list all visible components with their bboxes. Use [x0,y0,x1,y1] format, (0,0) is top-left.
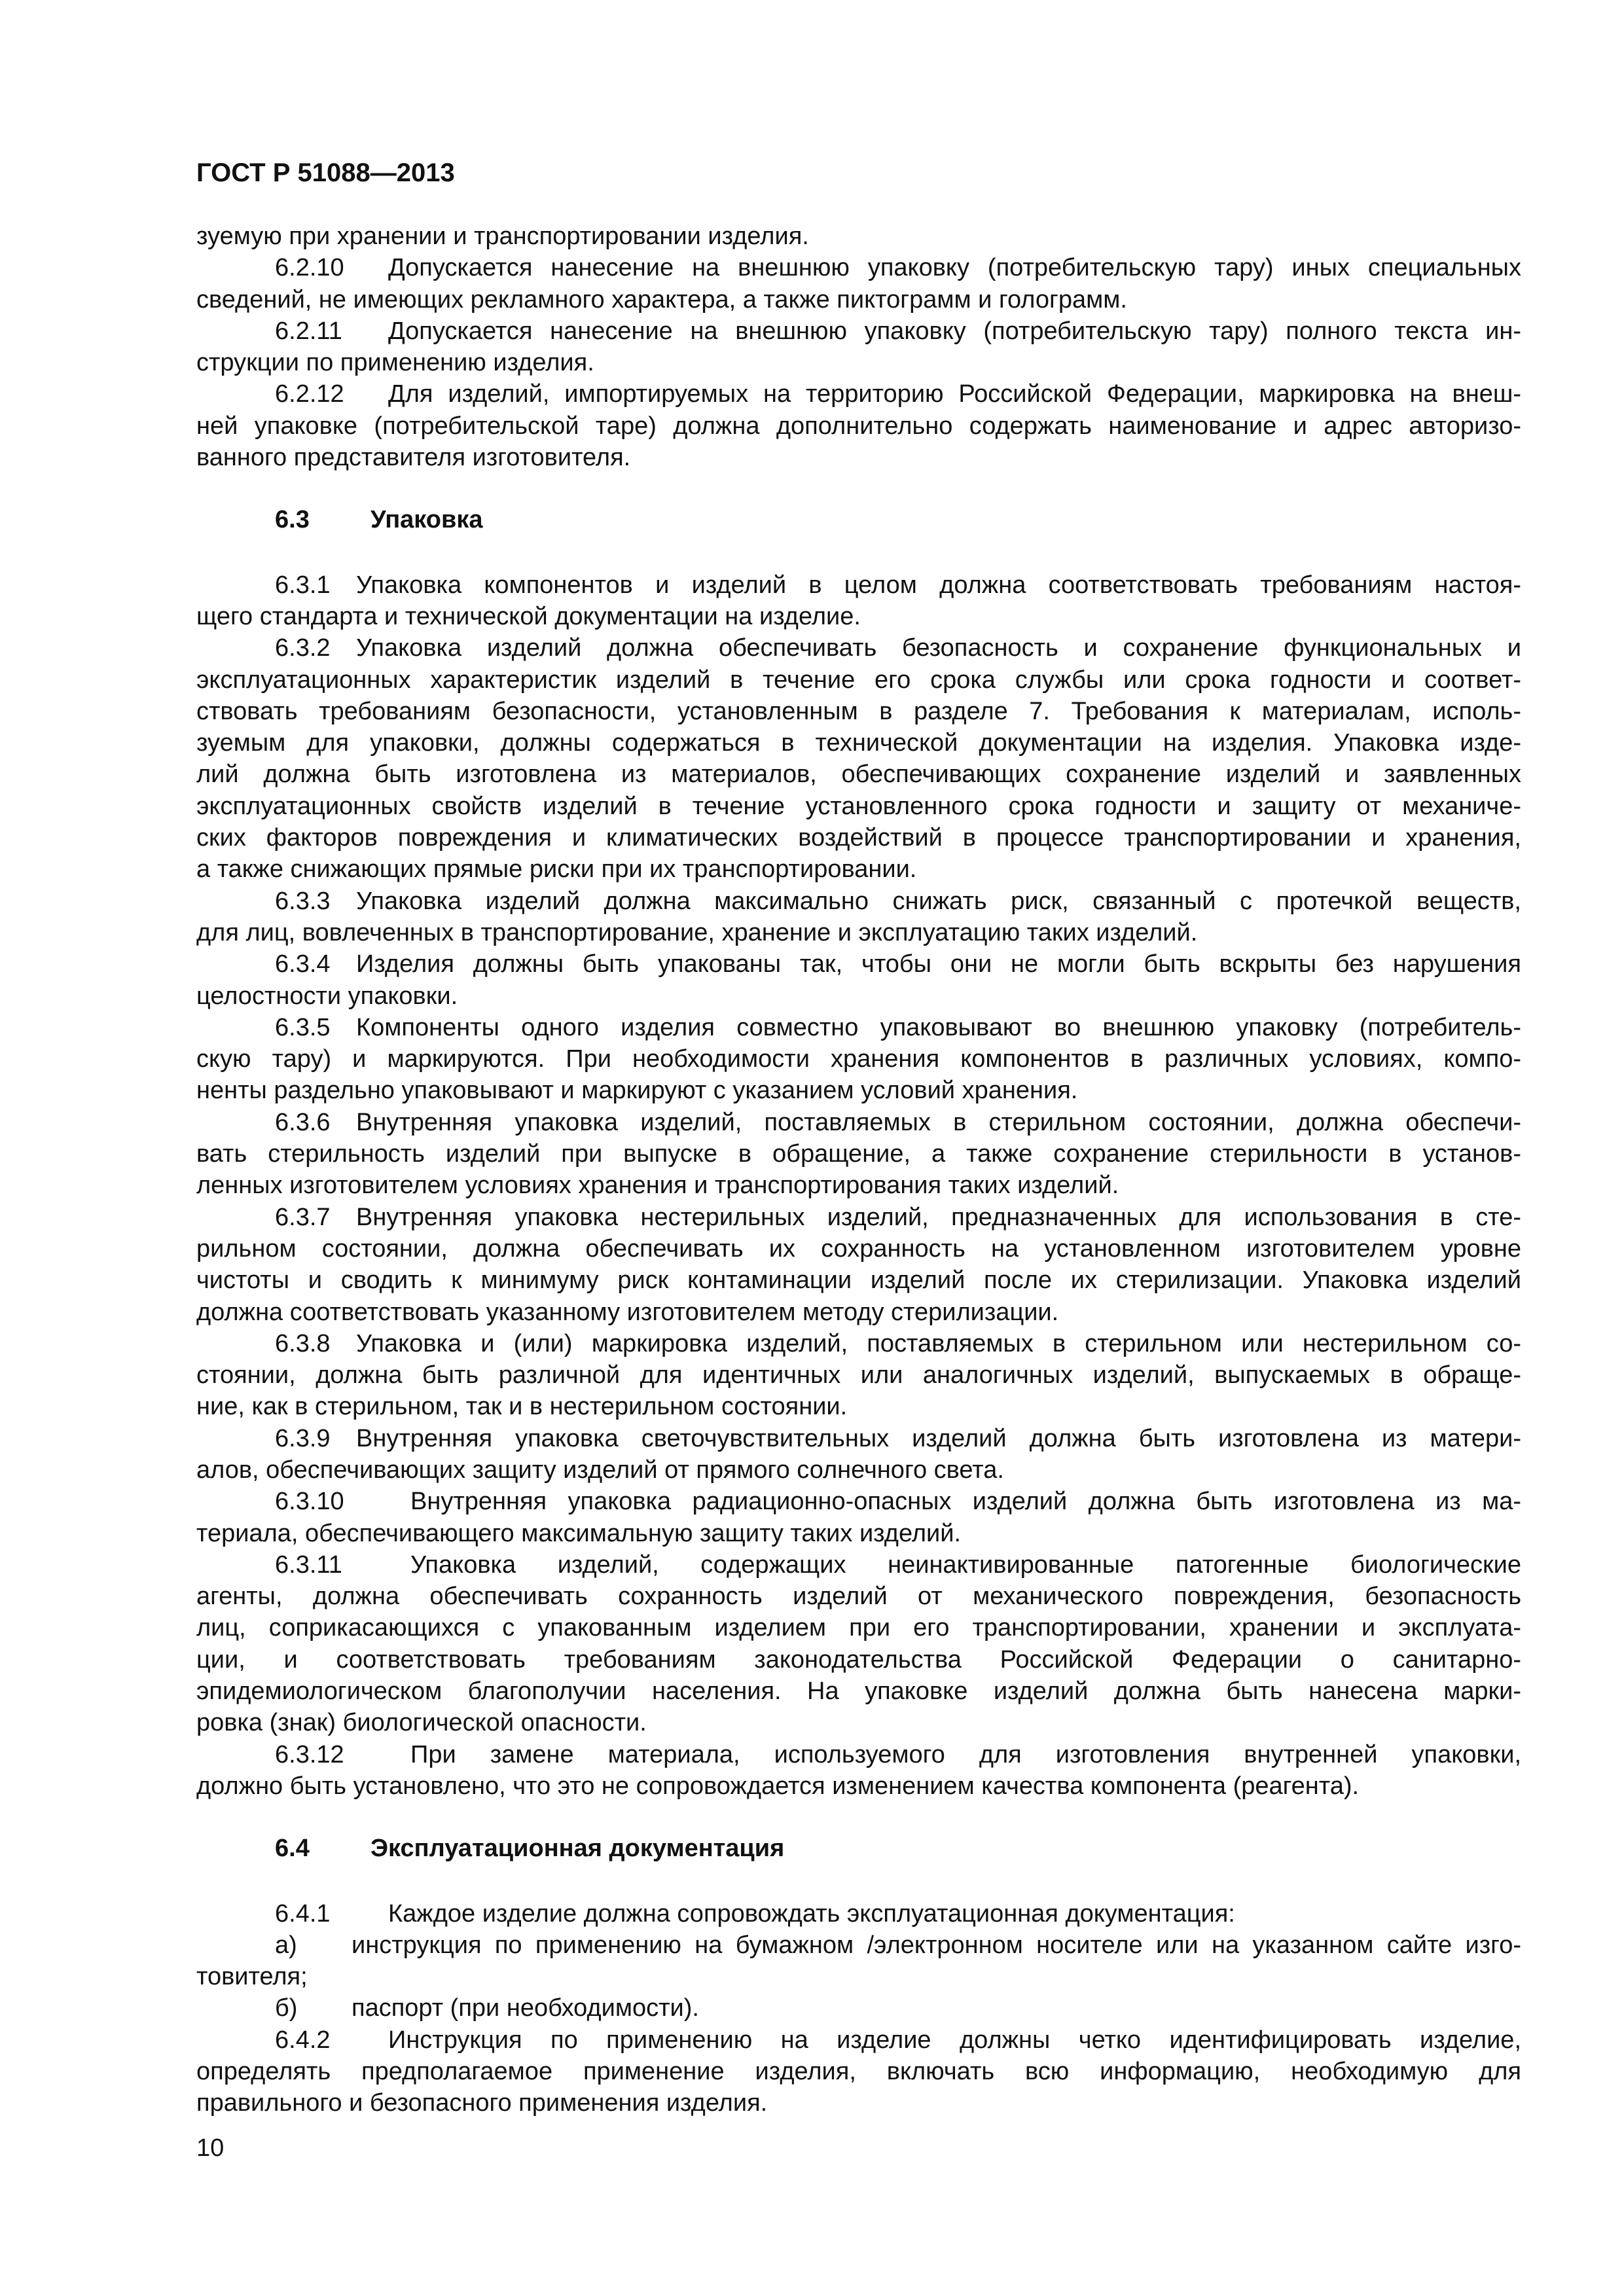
text-line: вать стерильность изделий при выпуске в обращение, а также сохранение стерильности в установ- [196,1140,1521,1168]
clause-6-3-7 [196,1202,1521,1328]
text-line [196,1486,1521,1517]
text-line: должна соответствовать указанному изготовителем методу стерилизации. [196,1298,1059,1326]
clause-6-3-9 [196,1423,1521,1486]
text-line: лиц, соприкасающихся с упакованным изделием при его транспортировании, хранении и эксплуата- [196,1614,1521,1642]
text-line [196,886,1521,917]
section-number: 6.4 [275,1835,310,1863]
text-line: целостности упаковки. [196,982,458,1010]
text-line: товителя; [196,1963,308,1991]
text-line [196,1992,1521,2024]
clause-6-2-12 [196,378,1521,473]
list-item-a [196,1929,1521,1993]
clause-text: Внутренняя упаковка нестерильных изделий, предназначенных для использования в сте- [356,1203,1521,1231]
clause-6-4-1 [196,1898,1521,1929]
clause-number: 6.3.5 [275,1013,331,1041]
clause-6-3-1 [196,569,1521,633]
text-line [196,378,1521,410]
text-line: эпидемиологическом благополучии населения. На упаковке изделий должна быть нанесена марки- [196,1677,1521,1706]
text-line: ненты раздельно упаковывают и маркируют с указанием условий хранения. [196,1077,1078,1105]
text-line [196,1423,1521,1454]
clause-text: Внутренняя упаковка радиационно-опасных изделий должна быть изготовлена из ма- [410,1488,1521,1516]
clause-text: Упаковка изделий, содержащих неинактивированные патогенные биологические [410,1551,1521,1579]
text-line: для лиц, вовлеченных в транспортирование, хранение и эксплуатацию таких изделий. [196,918,1198,946]
text-line: эксплуатационных характеристик изделий в течение его срока службы или срока годности и соответ- [196,666,1521,694]
text-line [196,632,1521,664]
text-line: ствовать требованиям безопасности, установленным в разделе 7. Требования к материалам, исполь- [196,697,1521,725]
text-line [196,1549,1521,1581]
clause-number: 6.4.1 [275,1899,331,1928]
text-line: ции, и соответствовать требованиям законодательства Российской Федерации о санитарно- [196,1645,1521,1674]
text-line: струкции по применению изделия. [196,349,594,377]
text-line: териала, обеспечивающего максимальную защиту таких изделий. [196,1519,961,1547]
document-body [196,221,1521,2119]
clause-6-3-4 [196,948,1521,1012]
clause-6-3-5 [196,1012,1521,1107]
text-line: определять предполагаемое применение изделия, включать всю информацию, необходимую для [196,2058,1521,2086]
clause-6-3-8 [196,1328,1521,1423]
text-line [196,315,1521,347]
text-line [196,1328,1521,1359]
clause-6-3-12 [196,1739,1521,1803]
clause-number: 6.3.3 [275,887,331,915]
clause-text: Каждое изделие должна сопровождать эксплуатационная документация: [388,1899,1235,1928]
text-line [196,569,1521,601]
section-heading-6-4 [196,1833,1521,1864]
clause-6-2-10 [196,252,1521,315]
text-line: ровка (знак) биологической опасности. [196,1709,647,1737]
clause-number: 6.2.10 [275,254,344,282]
clause-text: Упаковка изделий должна обеспечивать безопасность и сохранение функциональных и [356,634,1521,662]
clause-text: Инструкция по применению на изделие должны четко идентифицировать изделие, [388,2026,1521,2054]
text-line: ских факторов повреждения и климатических воздействий в процессе транспортировании и хранения, [196,824,1521,852]
clause-text: Внутренняя упаковка изделий, поставляемых в стерильном состоянии, должна обеспечи- [356,1108,1521,1136]
text-line: эксплуатационных свойств изделий в течение установленного срока годности и защиту от механиче- [196,792,1521,820]
text-line [196,1929,1521,1961]
clause-text: Упаковка и (или) маркировка изделий, поставляемых в стерильном или нестерильном со- [356,1329,1521,1357]
clause-number: 6.2.11 [275,317,342,345]
text-line: алов, обеспечивающих защиту изделий от прямого солнечного света. [196,1456,1004,1484]
text-line: скую тару) и маркируются. При необходимости хранения компонентов в различных условиях, компо- [196,1045,1521,1073]
clause-number: 6.3.7 [275,1203,331,1231]
text-line [196,1202,1521,1233]
text-line [196,1739,1521,1770]
clause-text: Упаковка изделий должна максимально снижать риск, связанный с протечкой веществ, [356,887,1521,915]
clause-text: Для изделий, импортируемых на территорию Российской Федерации, маркировка на внеш- [388,380,1521,408]
text-line [196,2024,1521,2056]
clause-text: Упаковка компонентов и изделий в целом должна соответствовать требованиям настоя- [356,571,1521,599]
clause-text: Компоненты одного изделия совместно упаковывают во внешнюю упаковку (потребитель- [356,1013,1521,1041]
clause-number: 6.3.6 [275,1108,331,1136]
clause-text: Внутренняя упаковка светочувствительных изделий должна быть изготовлена из матери- [356,1424,1521,1452]
clause-number: а) [275,1931,297,1959]
text-line: должно быть установлено, что это не сопровождается изменением качества компонента (реагента). [196,1772,1360,1800]
clause-6-3-3 [196,886,1521,949]
section-title: Упаковка [370,506,483,534]
section-title: Эксплуатационная документация [370,1835,785,1863]
text-line: рильном состоянии, должна обеспечивать их сохранность на установленном изготовителем уровне [196,1234,1521,1263]
clause-text: При замене материала, используемого для изготовления внутренней упаковки, [410,1740,1521,1768]
text-line [196,1898,1521,1929]
document-header-standard-number: ГОСТ Р 51088—2013 [196,158,455,187]
text-line: ней упаковке (потребительской таре) должна дополнительно содержать наименование и адрес авторизо- [196,412,1521,440]
list-item-b [196,1992,1521,2024]
text-line [196,1107,1521,1138]
text-line [196,1012,1521,1043]
clause-number: 6.3.12 [275,1740,344,1768]
clause-6-3-10 [196,1486,1521,1549]
text-line [196,948,1521,980]
section-heading-6-3 [196,504,1521,535]
clause-6-2-11 [196,315,1521,379]
text-line: агенты, должна обеспечивать сохранность изделий от механического повреждения, безопасность [196,1583,1521,1611]
clause-text: инструкция по применению на бумажном /электронном носителе или на указанном сайте изго- [352,1931,1521,1959]
text-line: ленных изготовителем условиях хранения и транспортирования таких изделий. [196,1172,1119,1200]
text-line: чистоты и сводить к минимуму риск контаминации изделий после их стерилизации. Упаковка изделий [196,1266,1521,1295]
clause-number: 6.3.11 [275,1551,342,1579]
clause-number: б) [275,1994,298,2022]
clause-number: 6.3.4 [275,950,331,978]
paragraph-continuation [196,221,1521,252]
clause-6-3-11 [196,1549,1521,1739]
clause-6-4-2 [196,2024,1521,2119]
clause-text: Изделия должны быть упакованы так, чтобы они не могли быть вскрыты без нарушения [356,950,1521,978]
clause-text: Допускается нанесение на внешнюю упаковку (потребительскую тару) полного текста ин- [388,317,1521,345]
text-line [196,252,1521,283]
clause-number: 6.4.2 [275,2026,331,2054]
clause-text: паспорт (при необходимости). [352,1994,699,2022]
text-line: ванного представителя изготовителя. [196,444,631,472]
section-number: 6.3 [275,506,310,534]
text-line: а также снижающих прямые риски при их транспортировании. [196,855,917,884]
clause-number: 6.2.12 [275,380,344,408]
clause-6-3-2 [196,632,1521,885]
text-line: сведений, не имеющих рекламного характера, а также пиктограмм и голограмм. [196,285,1127,314]
page-number: 10 [196,2134,225,2162]
text-line: щего стандарта и технической документации на изделие. [196,602,861,630]
text-line: зуемую при хранении и транспортировании изделия. [196,223,809,250]
clause-text: Допускается нанесение на внешнюю упаковку (потребительскую тару) иных специальных [388,254,1521,282]
clause-number: 6.3.8 [275,1329,331,1357]
clause-number: 6.3.2 [275,634,331,662]
text-line: стоянии, должна быть различной для идентичных или аналогичных изделий, выпускаемых в обраще- [196,1361,1521,1390]
text-line: ние, как в стерильном, так и в нестерильном состоянии. [196,1393,848,1421]
clause-6-3-6 [196,1107,1521,1202]
clause-number: 6.3.9 [275,1424,331,1452]
clause-number: 6.3.1 [275,571,331,599]
text-line: правильного и безопасного применения изделия. [196,2089,768,2117]
clause-number: 6.3.10 [275,1488,344,1516]
text-line: зуемым для упаковки, должны содержаться в технической документации на изделия. Упаковка изде- [196,729,1521,757]
text-line: лий должна быть изготовлена из материалов, обеспечивающих сохранение изделий и заявленных [196,761,1521,789]
